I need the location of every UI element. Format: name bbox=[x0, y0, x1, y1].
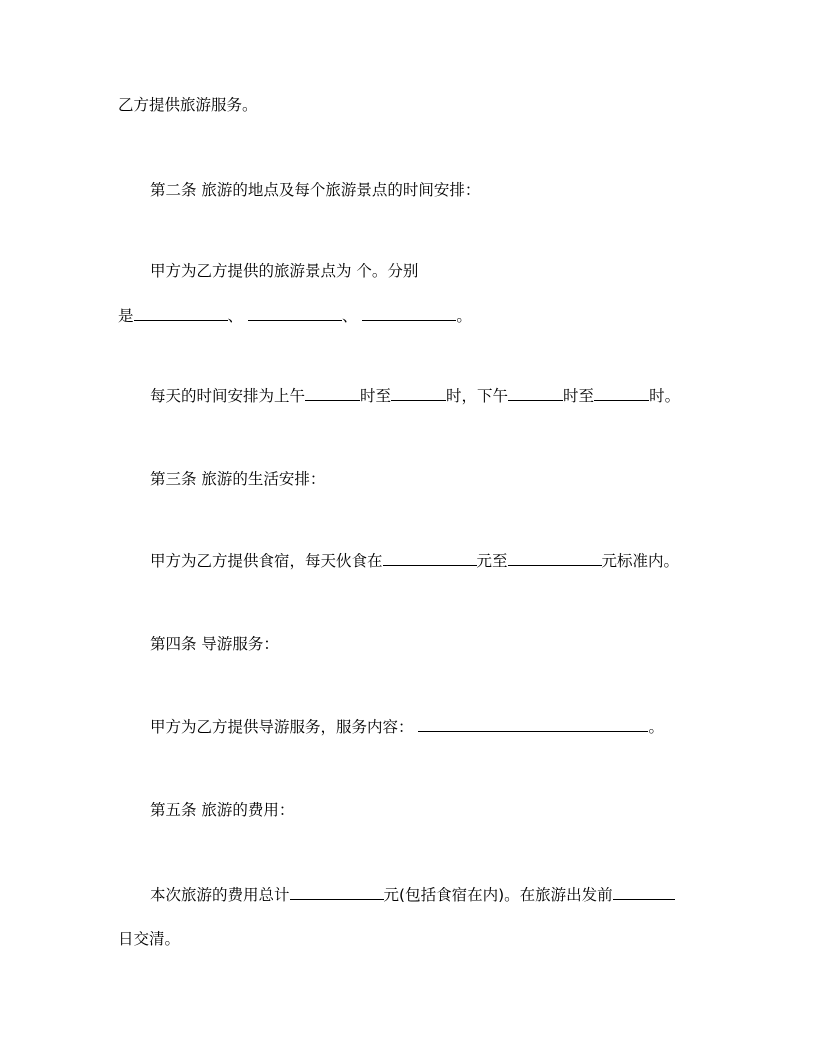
text: 元标准内。 bbox=[601, 552, 680, 570]
text: 甲方为乙方提供导游服务，服务内容： bbox=[150, 718, 414, 736]
paragraph-meals bbox=[150, 551, 679, 571]
text: 。 bbox=[648, 718, 664, 736]
text: 元(包括食宿在内)。在旅游出发前 bbox=[383, 886, 613, 904]
text: 本次旅游的费用总计 bbox=[150, 886, 290, 904]
blank-site-3[interactable] bbox=[362, 306, 456, 321]
text: 时至 bbox=[563, 387, 595, 405]
text: 元至 bbox=[476, 552, 508, 570]
article-5-heading: 第五条 旅游的费用： bbox=[150, 801, 295, 819]
text: 。 bbox=[456, 307, 472, 325]
paragraph-schedule bbox=[150, 386, 680, 406]
paragraph-fee bbox=[150, 885, 675, 905]
blank-meal-min[interactable] bbox=[383, 551, 477, 566]
blank-days-before[interactable] bbox=[613, 885, 675, 900]
paragraph-guide bbox=[150, 717, 664, 737]
blank-am-start[interactable] bbox=[305, 386, 360, 401]
paragraph-sites-list bbox=[118, 306, 472, 326]
article-4-heading: 第四条 导游服务： bbox=[150, 635, 279, 653]
blank-pm-start[interactable] bbox=[508, 386, 563, 401]
blank-meal-max[interactable] bbox=[508, 551, 602, 566]
blank-site-1[interactable] bbox=[134, 306, 228, 321]
blank-site-2[interactable] bbox=[248, 306, 342, 321]
paragraph-service: 乙方提供旅游服务。 bbox=[118, 96, 258, 114]
text: 时至 bbox=[360, 387, 392, 405]
article-2-heading: 第二条 旅游的地点及每个旅游景点的时间安排： bbox=[150, 181, 481, 199]
text: 时，下午 bbox=[446, 387, 509, 405]
separator: 、 bbox=[227, 307, 244, 325]
text: 时。 bbox=[649, 387, 681, 405]
text: 每天的时间安排为上午 bbox=[150, 387, 306, 405]
separator: 、 bbox=[341, 307, 358, 325]
text: 甲方为乙方提供食宿，每天伙食在 bbox=[150, 552, 383, 570]
blank-am-end[interactable] bbox=[391, 386, 446, 401]
blank-fee-total[interactable] bbox=[290, 885, 384, 900]
blank-guide-content[interactable] bbox=[418, 717, 648, 732]
paragraph-sites-count: 甲方为乙方提供的旅游景点为 个。分别 bbox=[150, 262, 419, 280]
article-3-heading: 第三条 旅游的生活安排： bbox=[150, 470, 326, 488]
paragraph-fee-end: 日交清。 bbox=[118, 930, 181, 948]
blank-pm-end[interactable] bbox=[594, 386, 649, 401]
text: 是 bbox=[118, 307, 134, 325]
